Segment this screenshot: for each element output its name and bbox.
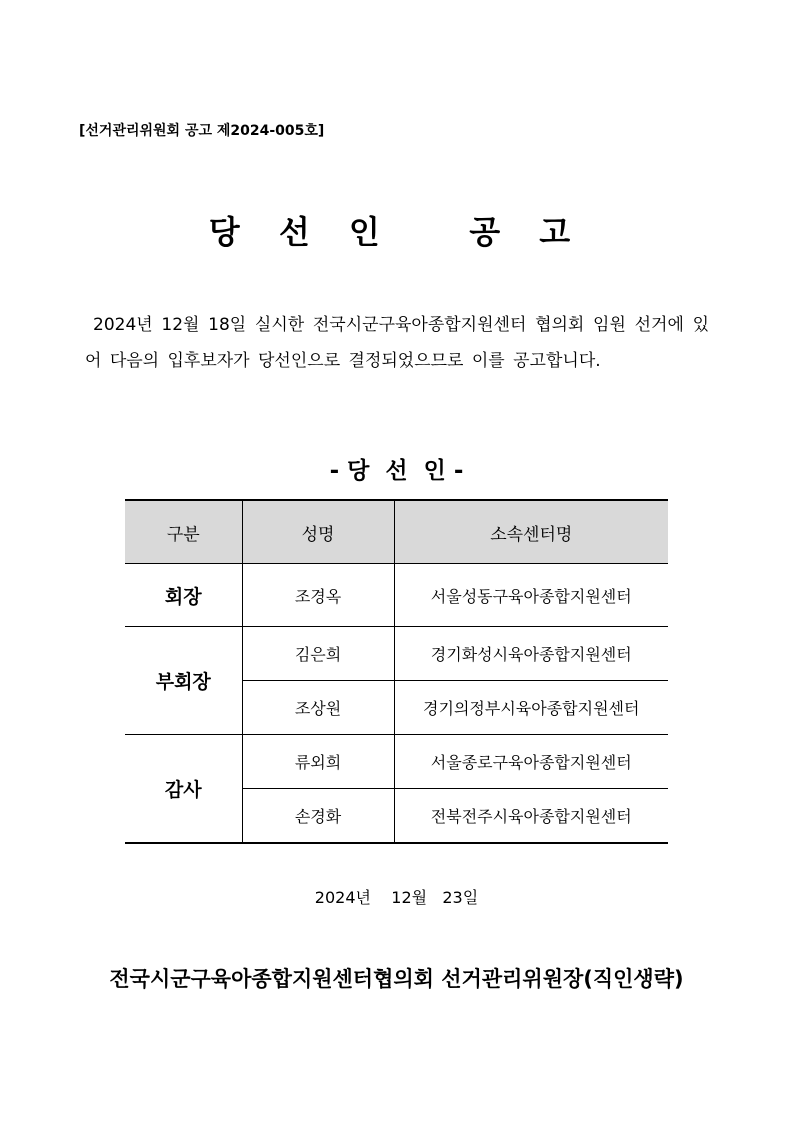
header-center: 소속센터명 (394, 500, 668, 564)
header-category: 구분 (125, 500, 242, 564)
member-name: 류외희 (242, 735, 394, 789)
notice-number: [선거관리위원회 공고 제2024-005호] (79, 123, 325, 139)
table-header-row (125, 500, 668, 564)
member-center: 전북전주시육아종합지원센터 (394, 789, 668, 844)
role-cell-vice-president: 부회장 (125, 627, 242, 735)
member-center: 서울성동구육아종합지원센터 (394, 564, 668, 627)
role-cell-auditor: 감사 (125, 735, 242, 844)
member-name: 조상원 (242, 681, 394, 735)
winners-table (125, 499, 668, 844)
member-name: 김은희 (242, 627, 394, 681)
table-row (125, 564, 668, 627)
member-name: 조경옥 (242, 564, 394, 627)
header-name: 성명 (242, 500, 394, 564)
role-cell-president: 회장 (125, 564, 242, 627)
document-title: 당 선 인 공 고 (208, 213, 585, 251)
table-row (125, 735, 668, 789)
winners-subtitle: - 당 선 인 - (329, 458, 464, 484)
member-center: 경기의정부시육아종합지원센터 (394, 681, 668, 735)
member-center: 서울종로구육아종합지원센터 (394, 735, 668, 789)
member-name: 손경화 (242, 789, 394, 844)
member-center: 경기화성시육아종합지원센터 (394, 627, 668, 681)
notice-body-text: 2024년 12월 18일 실시한 전국시군구육아종합지원센터 협의회 임원 선거에 있어 다음의 입후보자가 당선인으로 결정되었으므로 이를 공고합니다. (85, 315, 709, 371)
issuer-signature-line: 전국시군구육아종합지원센터협의회 선거관리위원장(직인생략) (109, 967, 684, 991)
announcement-date: 2024년 12월 23일 (314, 888, 479, 907)
table-row (125, 627, 668, 681)
